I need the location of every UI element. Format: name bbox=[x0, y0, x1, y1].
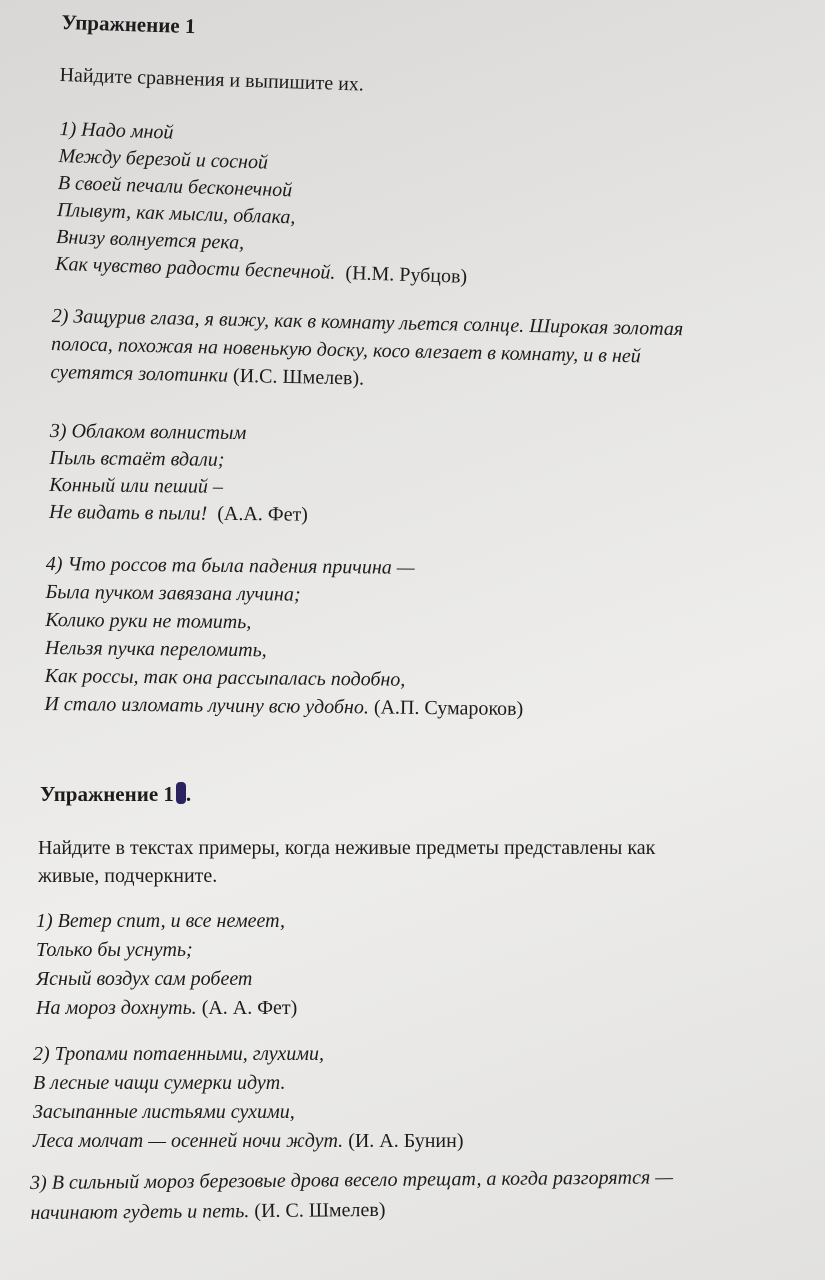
exercise-1-title: Упражнение 1 bbox=[61, 10, 196, 39]
verse-line: Засыпанные листьями сухими, bbox=[33, 1101, 295, 1123]
verse-line: 1) Ветер спит, и все немеет, bbox=[36, 910, 286, 932]
verse-line: Только бы уснуть; bbox=[36, 939, 193, 961]
ex2-item-2 bbox=[33, 1040, 464, 1156]
verse-line: Как россы, так она рассыпалась подобно, bbox=[44, 664, 406, 691]
verse-line: И стало изломать лучину всю удобно. (А.П. Сумароков) bbox=[44, 692, 524, 721]
prose-line: 2) Защурив глаза, я вижу, как в комнату льется солнце. Широкая золотая bbox=[51, 304, 684, 341]
exercise-2-title: Упражнение 1 . bbox=[40, 782, 192, 806]
verse-line: В лесные чащи сумерки идут. bbox=[33, 1072, 286, 1094]
verse-line: 2) Тропами потаенными, глухими, bbox=[33, 1043, 325, 1065]
verse-line: 3) Облаком волнистым bbox=[49, 419, 247, 445]
author: (А. А. Фет) bbox=[201, 997, 298, 1019]
ex1-item-1 bbox=[55, 116, 472, 291]
verse-line: Леса молчат — осенней ночи ждут. (И. А. Бунин) bbox=[33, 1130, 464, 1152]
ink-blot bbox=[176, 782, 186, 804]
verse-line: Пыль встаёт вдали; bbox=[49, 446, 225, 471]
verse-line: Не видать в пыли! (А.А. Фет) bbox=[48, 500, 309, 526]
ex1-item-3 bbox=[49, 418, 309, 529]
verse-line: Была пучком завязана лучина; bbox=[45, 580, 301, 606]
ex1-item-4 bbox=[44, 550, 525, 723]
exercise-2-task: Найдите в текстах примеры, когда неживые предметы представлены как живые, подчеркните. bbox=[38, 837, 656, 887]
verse-line: В своей печали бесконечной bbox=[57, 171, 293, 202]
verse-line: Колико руки не томить, bbox=[45, 608, 252, 634]
verse-line: Внизу волнуется река, bbox=[55, 225, 245, 254]
author: (А.П. Сумароков) bbox=[373, 696, 524, 721]
author: (И.С. Шмелев). bbox=[232, 364, 365, 390]
author: (А.А. Фет) bbox=[217, 502, 309, 526]
verse-line: 4) Что россов та была падения причина — bbox=[45, 552, 415, 579]
verse-line: Как чувство радости беспечной. (Н.М. Рубцов) bbox=[55, 252, 468, 288]
author: (И. С. Шмелев) bbox=[254, 1198, 386, 1223]
verse-line: Плывут, как мысли, облака, bbox=[56, 198, 296, 229]
verse-line: На мороз дохнуть. (А. А. Фет) bbox=[36, 997, 298, 1019]
verse-line: Нельзя пучка переломить, bbox=[44, 636, 267, 662]
prose-line: полоса, похожая на новенькую доску, косо влезает в комнату, и в ней bbox=[50, 332, 642, 368]
prose-line: начинают гудеть и петь. (И. С. Шмелев) bbox=[30, 1198, 386, 1224]
ex1-item-2 bbox=[50, 302, 683, 399]
ex2-item-3 bbox=[30, 1162, 673, 1228]
verse-line: 1) Надо мной bbox=[59, 117, 174, 144]
verse-line: Конный или пеший – bbox=[49, 473, 224, 498]
author: (И. А. Бунин) bbox=[348, 1130, 464, 1152]
exercise-1-task: Найдите сравнения и выпишите их. bbox=[59, 64, 365, 96]
prose-line: суетятся золотинки (И.С. Шмелев). bbox=[50, 360, 365, 390]
author: (Н.М. Рубцов) bbox=[345, 262, 468, 288]
verse-line: Между березой и сосной bbox=[58, 144, 269, 174]
verse-line: Ясный воздух сам робеет bbox=[36, 968, 253, 990]
prose-line: 3) В сильный мороз березовые дрова весело трещат, а когда разгорятся — bbox=[30, 1166, 674, 1194]
ex2-item-1 bbox=[36, 907, 297, 1023]
